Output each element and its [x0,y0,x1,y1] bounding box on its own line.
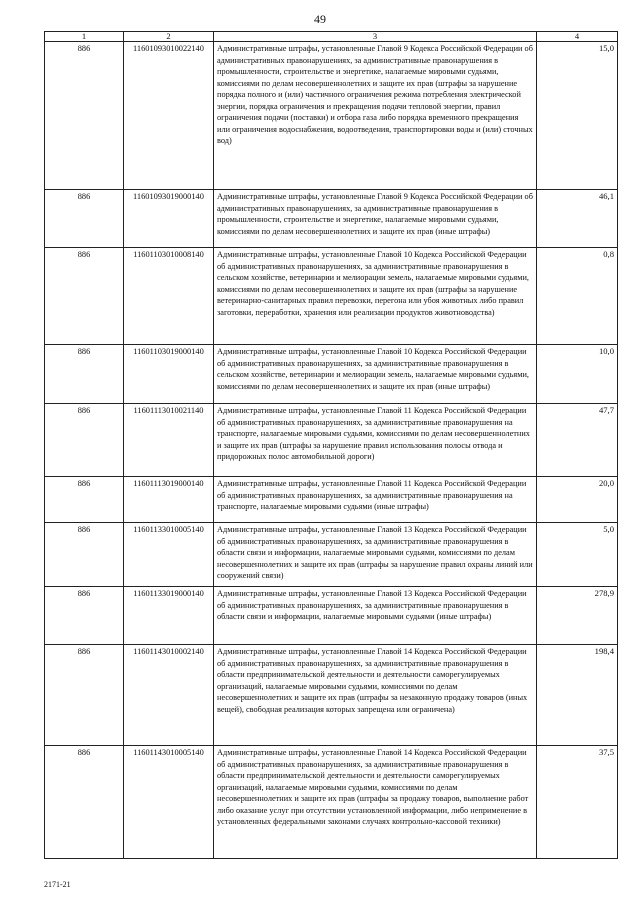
amount-cell: 278,9 [537,587,618,645]
admin-code-cell: 886 [45,345,124,404]
admin-code-cell: 886 [45,587,124,645]
budget-code-cell: 11601113019000140 [124,477,214,523]
budget-code-cell: 11601103019000140 [124,345,214,404]
budget-code-cell: 11601093010022140 [124,42,214,190]
table-row [45,404,618,477]
table-row [45,746,618,859]
amount-cell: 20,0 [537,477,618,523]
table-row [45,587,618,645]
budget-code-cell: 11601133019000140 [124,587,214,645]
header-col-4: 4 [537,32,618,42]
budget-code-cell: 11601143010005140 [124,746,214,859]
table-header [45,32,618,42]
footer-code: 2171-21 [44,880,71,889]
description-cell: Административные штрафы, установленные Главой 9 Кодекса Российской Федерации об административных правонарушениях, за административные правонарушения в промышленности, строительстве и энергетике, налагаемые мировыми судьями, комиссиями по делам несовершеннолетних и защите их прав (штрафы за нарушение порядка полного и (или) частичного ограничения режима потребления электрической энергии, порядка ограничения и прекращения подачи тепловой энергии, правил ограничения подачи (поставки) и отбора газа либо порядка временного прекращения или ограничения водоснабжения, водоотведения, транспортировки воды и (или) сточных вод) [214,42,537,190]
description-cell: Административные штрафы, установленные Главой 13 Кодекса Российской Федерации об административных правонарушениях, за административные правонарушения в области связи и информации, налагаемые мировыми судьями (иные штрафы) [214,587,537,645]
table-body [45,42,618,859]
description-cell: Административные штрафы, установленные Главой 14 Кодекса Российской Федерации об административных правонарушениях, за административные правонарушения в области предпринимательской деятельности и деятельности саморегулируемых организаций, налагаемые мировыми судьями, комиссиями по делам несовершеннолетних и защите их прав (штрафы за продажу товаров, выполнение работ либо оказание услуг при отсутствии установленной информации, либо неприменение в установленных федеральными законами случаях контрольно-кассовой техники) [214,746,537,859]
admin-code-cell: 886 [45,645,124,746]
admin-code-cell: 886 [45,746,124,859]
amount-cell: 198,4 [537,645,618,746]
description-cell: Административные штрафы, установленные Главой 11 Кодекса Российской Федерации об административных правонарушениях, за административные правонарушения на транспорте, налагаемые мировыми судьями, комиссиями по делам несовершеннолетних и защите их прав (штрафы за нарушение правил использования полосы отвода и придорожных полос автомобильной дороги) [214,404,537,477]
description-cell: Административные штрафы, установленные Главой 11 Кодекса Российской Федерации об административных правонарушениях, за административные правонарушения на транспорте, налагаемые мировыми судьями (иные штрафы) [214,477,537,523]
budget-code-cell: 11601113010021140 [124,404,214,477]
table-row [45,523,618,587]
amount-cell: 15,0 [537,42,618,190]
budget-code-cell: 11601103010008140 [124,248,214,345]
table-row [45,42,618,190]
amount-cell: 0,8 [537,248,618,345]
admin-code-cell: 886 [45,190,124,248]
table-row [45,190,618,248]
amount-cell: 46,1 [537,190,618,248]
table-row [45,248,618,345]
description-cell: Административные штрафы, установленные Главой 10 Кодекса Российской Федерации об административных правонарушениях, за административные правонарушения в сельском хозяйстве, ветеринарии и мелиорации земель, налагаемые мировыми судьями, комиссиями по делам несовершеннолетних и защите их прав (иные штрафы) [214,345,537,404]
description-cell: Административные штрафы, установленные Главой 9 Кодекса Российской Федерации об административных правонарушениях, за административные правонарушения в промышленности, строительстве и энергетике, налагаемые мировыми судьями, комиссиями по делам несовершеннолетних и защите их прав (иные штрафы) [214,190,537,248]
description-cell: Административные штрафы, установленные Главой 14 Кодекса Российской Федерации об административных правонарушениях, за административные правонарушения в области предпринимательской деятельности и деятельности саморегулируемых организаций, налагаемые мировыми судьями, комиссиями по делам несовершеннолетних и защите их прав (штрафы за незаконную продажу товаров (иных вещей), свободная реализация которых запрещена или ограничена) [214,645,537,746]
page-number: 49 [314,12,326,26]
table-row [45,645,618,746]
header-col-3: 3 [214,32,537,42]
header-col-1: 1 [45,32,124,42]
amount-cell: 10,0 [537,345,618,404]
admin-code-cell: 886 [45,42,124,190]
admin-code-cell: 886 [45,404,124,477]
amount-cell: 37,5 [537,746,618,859]
amount-cell: 47,7 [537,404,618,477]
header-col-2: 2 [124,32,214,42]
budget-table [44,31,618,859]
admin-code-cell: 886 [45,248,124,345]
table-row [45,477,618,523]
description-cell: Административные штрафы, установленные Главой 13 Кодекса Российской Федерации об административных правонарушениях, за административные правонарушения в области связи и информации, налагаемые мировыми судьями, комиссиями по делам несовершеннолетних и защите их прав (штрафы за нарушение правил охраны линий или сооружений связи) [214,523,537,587]
admin-code-cell: 886 [45,523,124,587]
amount-cell: 5,0 [537,523,618,587]
header-row [45,32,618,42]
budget-code-cell: 11601143010002140 [124,645,214,746]
admin-code-cell: 886 [45,477,124,523]
budget-code-cell: 11601093019000140 [124,190,214,248]
budget-code-cell: 11601133010005140 [124,523,214,587]
table-row [45,345,618,404]
description-cell: Административные штрафы, установленные Главой 10 Кодекса Российской Федерации об административных правонарушениях, за административные правонарушения в сельском хозяйстве, ветеринарии и мелиорации земель, налагаемые мировыми судьями, комиссиями по делам несовершеннолетних и защите их прав (штрафы за нарушение ветеринарно-санитарных правил перевозки, перегона или убоя животных либо правил заготовки, переработки, хранения или реализации продуктов животноводства) [214,248,537,345]
